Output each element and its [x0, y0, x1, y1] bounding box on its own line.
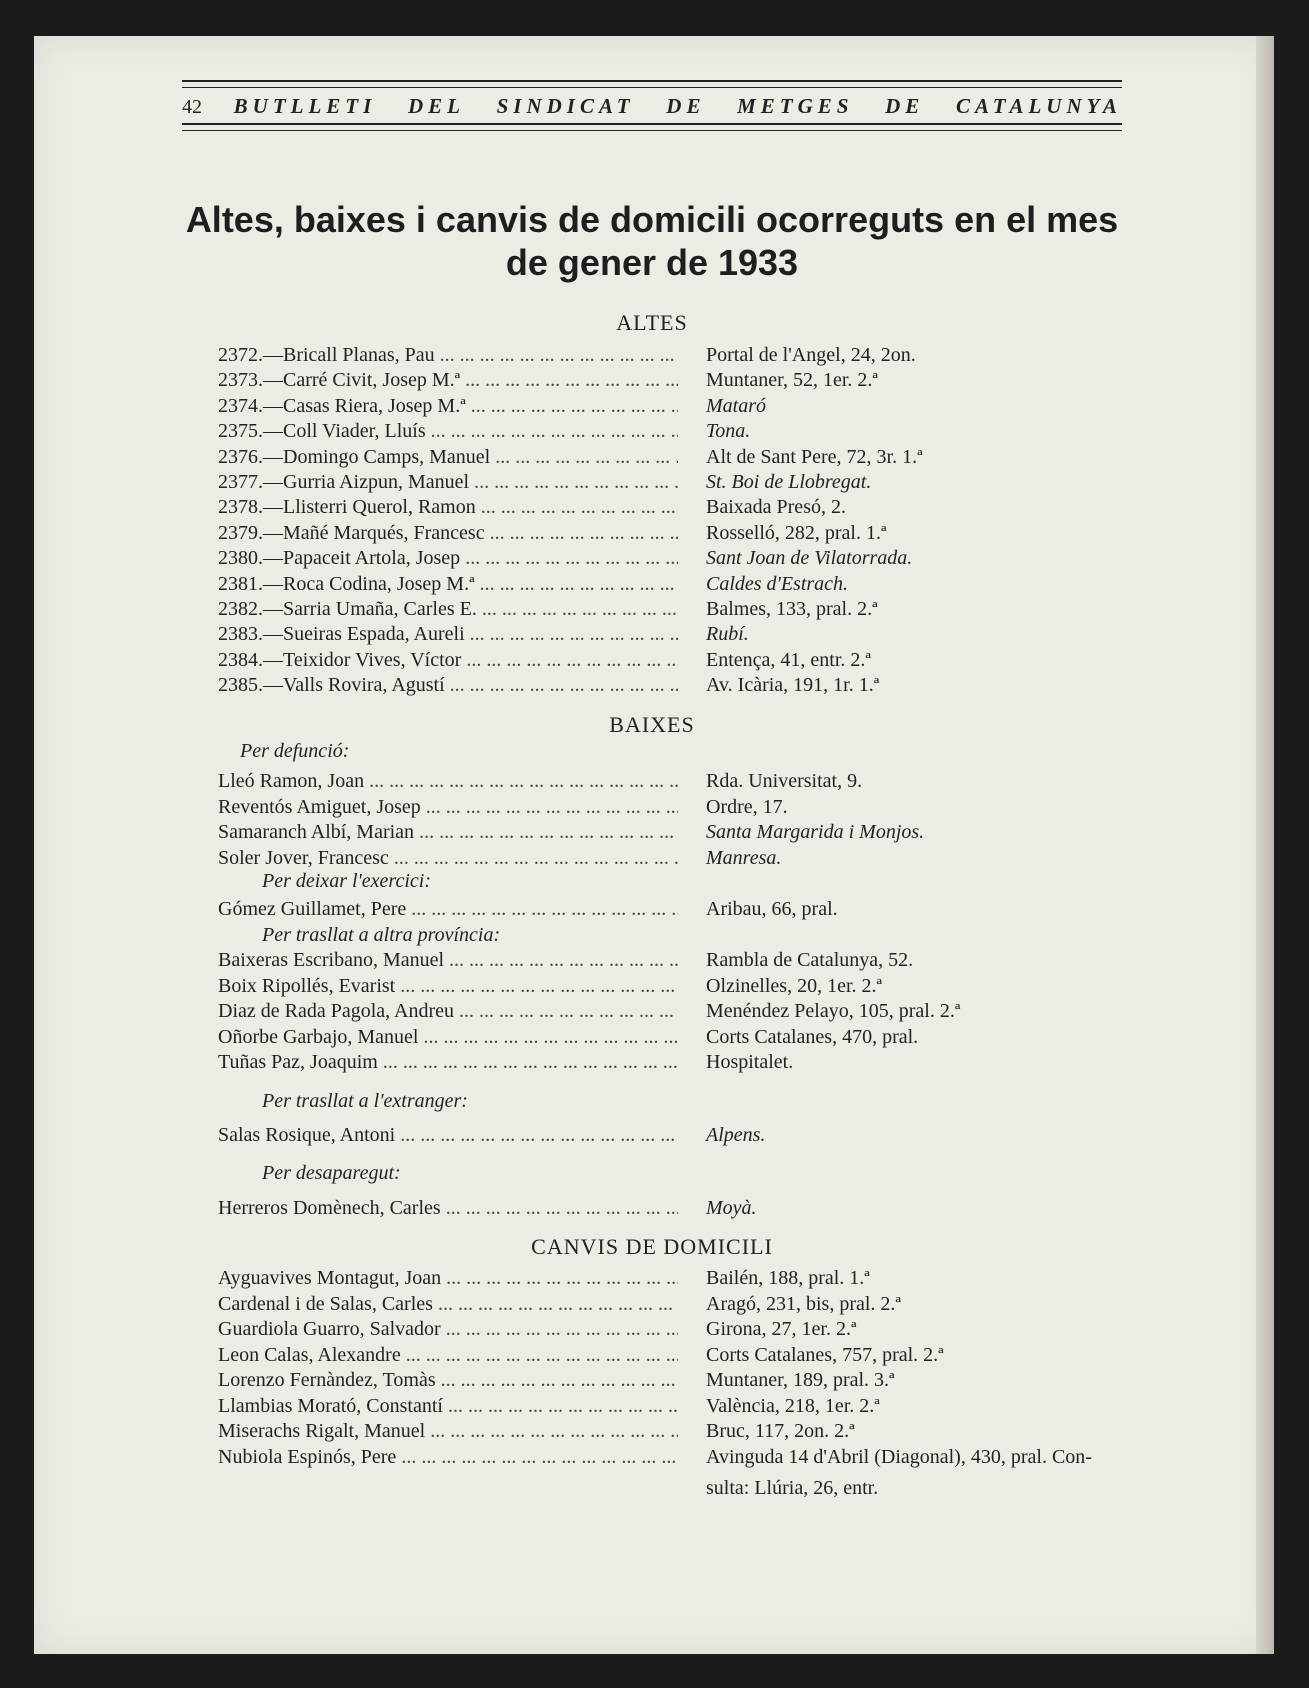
page-number: 42 [182, 96, 202, 118]
entry-name: Nubiola Espinós, Pere ... . [218, 1444, 678, 1470]
list-item [218, 469, 1198, 495]
entry-address: Mataró [706, 394, 766, 417]
journal-word: BUTLLETI [233, 94, 377, 118]
list-item [218, 647, 1198, 673]
entry-address: Rda. Universitat, 9. [706, 770, 863, 792]
list-item [218, 896, 1198, 922]
entry-name: Herreros Domènech, Carles ... . [218, 1195, 678, 1221]
list-item [218, 1367, 1198, 1393]
entry-address: Aragó, 231, bis, pral. 2.ª [706, 1292, 901, 1315]
entry-address: Olzinelles, 20, 1er. 2.ª [706, 974, 883, 997]
journal-word: METGES [737, 94, 854, 118]
entry-name: Tuñas Paz, Joaquim ... . [218, 1049, 678, 1075]
list-item [218, 1024, 1198, 1050]
entry-name: Miserachs Rigalt, Manuel ... . [218, 1418, 678, 1444]
header-rule-bottom [182, 123, 1122, 131]
entry-name: Lorenzo Fernàndez, Tomàs ... . [218, 1367, 678, 1393]
entry-address: Sant Joan de Vilatorrada. [706, 547, 913, 570]
entry-address: Corts Catalanes, 470, pral. [706, 1025, 919, 1048]
entry-address: Rosselló, 282, pral. 1.ª [706, 521, 887, 544]
entry-name: Lleó Ramon, Joan ... . [218, 768, 678, 794]
entry-name: 2384.—Teixidor Vives, Víctor ... . [218, 647, 678, 673]
title-line-2: de gener de 1933 [505, 242, 799, 283]
list-item [218, 1418, 1198, 1444]
entry-name: 2375.—Coll Viader, Lluís ... . [218, 418, 678, 444]
entry-name: 2378.—Llisterri Querol, Ramon ... . [218, 494, 678, 520]
address-continuation: sulta: Llúria, 26, entr. [706, 1477, 879, 1499]
list-item [218, 444, 1198, 470]
entry-address: Alpens. [706, 1124, 766, 1146]
entry-address: Menéndez Pelayo, 105, pral. 2.ª [706, 1000, 961, 1022]
page-fold-shadow [1256, 36, 1274, 1654]
entry-address: Portal de l'Angel, 24, 2on. [706, 344, 916, 366]
entry-address: Bailén, 188, pral. 1.ª [706, 1267, 870, 1289]
entry-address: Baixada Presó, 2. [706, 496, 846, 519]
entry-address: Aribau, 66, pral. [706, 898, 838, 920]
entry-address: Bruc, 117, 2on. 2.ª [706, 1420, 855, 1442]
entry-address: Entença, 41, entr. 2.ª [706, 648, 871, 671]
list-item [218, 1195, 1198, 1221]
entry-address: Tona. [706, 420, 751, 443]
section-altes-heading: ALTES [616, 310, 688, 335]
list-item [218, 1265, 1198, 1291]
journal-header [182, 80, 1122, 131]
entry-name: 2374.—Casas Riera, Josep M.ª ... . [218, 393, 678, 419]
entry-address: Ordre, 17. [706, 795, 788, 818]
section-canvis-heading: CANVIS DE DOMICILI [531, 1234, 773, 1259]
list-item [218, 621, 1198, 647]
entry-name: Llambias Morató, Constantí ... . [218, 1393, 678, 1419]
entry-address: Balmes, 133, pral. 2.ª [706, 598, 878, 620]
list-item [218, 672, 1198, 698]
list-item [218, 494, 1198, 520]
list-item [218, 545, 1198, 571]
entry-name: Cardenal i de Salas, Carles ... . [218, 1291, 678, 1317]
list-item [218, 819, 1198, 845]
entry-name: Oñorbe Garbajo, Manuel ... . [218, 1024, 678, 1050]
list-item [218, 1316, 1198, 1342]
list-item [218, 794, 1198, 820]
entry-name: 2385.—Valls Rovira, Agustí ... . [218, 672, 678, 698]
entry-address: St. Boi de Llobregat. [706, 471, 872, 493]
entry-name: 2381.—Roca Codina, Josep M.ª ... . [218, 571, 678, 597]
entry-address: Girona, 27, 1er. 2.ª [706, 1318, 857, 1340]
entry-address: Alt de Sant Pere, 72, 3r. 1.ª [706, 445, 923, 468]
header-line [182, 88, 1122, 123]
entry-name: 2380.—Papaceit Artola, Josep ... . [218, 545, 678, 571]
subheading-per-deixar: Per deixar l'exercici: [262, 870, 432, 892]
list-item [218, 520, 1198, 546]
list-item [218, 342, 1198, 368]
subheading-per-defuncio: Per defunció: [240, 740, 350, 762]
entry-address: Corts Catalanes, 757, pral. 2.ª [706, 1343, 944, 1366]
entry-name: 2372.—Bricall Planas, Pau ... . [218, 342, 678, 368]
entry-name: 2377.—Gurria Aizpun, Manuel ... . [218, 469, 678, 495]
list-item [218, 367, 1198, 393]
entry-name: 2382.—Sarria Umaña, Carles E. ... . [218, 596, 678, 622]
list-item [218, 1291, 1198, 1317]
journal-word: DE [666, 94, 706, 118]
entry-address: Av. Icària, 191, 1r. 1.ª [706, 674, 880, 697]
subheading-per-desaparegut: Per desaparegut: [262, 1162, 401, 1184]
entry-address: Rambla de Catalunya, 52. [706, 949, 914, 971]
entry-address: Caldes d'Estrach. [706, 572, 849, 595]
entry-address: Moyà. [706, 1197, 757, 1219]
entry-name: Gómez Guillamet, Pere ... . [218, 896, 678, 922]
header-rule-top [182, 80, 1122, 88]
list-item [218, 947, 1198, 973]
journal-word: SINDICAT [496, 94, 635, 118]
entry-address: Avinguda 14 d'Abril (Diagonal), 430, pral. Con- [706, 1445, 1092, 1468]
entry-address: Hospitalet. [706, 1051, 794, 1073]
entry-address: València, 218, 1er. 2.ª [706, 1394, 880, 1417]
section-baixes-heading: BAIXES [609, 712, 695, 737]
entry-name: Ayguavives Montagut, Joan ... . [218, 1265, 678, 1291]
entry-name: Reventós Amiguet, Josep ... . [218, 794, 678, 820]
entry-name: Soler Jover, Francesc ... . [218, 845, 678, 871]
entry-address: Santa Margarida i Monjos. [706, 821, 925, 843]
entry-name: Diaz de Rada Pagola, Andreu ... . [218, 998, 678, 1024]
entry-address: Rubí. [706, 623, 749, 646]
journal-word: CATALUNYA [955, 94, 1122, 118]
journal-word: DEL [407, 94, 465, 118]
list-item [218, 998, 1198, 1024]
subheading-per-trasllat-estranger: Per trasllat a l'extranger: [262, 1090, 468, 1112]
list-item [218, 393, 1198, 419]
entry-address: Muntaner, 189, pral. 3.ª [706, 1369, 895, 1391]
entry-name: Baixeras Escribano, Manuel ... . [218, 947, 678, 973]
entry-name: Leon Calas, Alexandre ... . [218, 1342, 678, 1368]
list-item [218, 768, 1198, 794]
list-item [218, 1122, 1198, 1148]
list-item [218, 1342, 1198, 1368]
entry-name: 2383.—Sueiras Espada, Aureli ... . [218, 621, 678, 647]
list-item [218, 571, 1198, 597]
entry-name: Boix Ripollés, Evarist ... . [218, 973, 678, 999]
subheading-per-trasllat-provincia: Per trasllat a altra província: [262, 924, 501, 946]
entry-address: Muntaner, 52, 1er. 2.ª [706, 369, 878, 392]
entry-name: 2379.—Mañé Marqués, Francesc ... . [218, 520, 678, 546]
list-item [218, 845, 1198, 871]
journal-word: DE [885, 94, 925, 118]
list-item [218, 1049, 1198, 1075]
entry-name: Salas Rosique, Antoni ... . [218, 1122, 678, 1148]
list-item [218, 973, 1198, 999]
list-item [218, 596, 1198, 622]
entry-name: 2376.—Domingo Camps, Manuel ... . [218, 444, 678, 470]
list-item [218, 418, 1198, 444]
list-item [218, 1393, 1198, 1419]
entry-name: Samaranch Albí, Marian ... . [218, 819, 678, 845]
entry-name: Guardiola Guarro, Salvador ... . [218, 1316, 678, 1342]
entry-name: 2373.—Carré Civit, Josep M.ª ... . [218, 367, 678, 393]
title-line-1: Altes, baixes i canvis de domicili ocorreguts en el mes [185, 199, 1119, 240]
entry-address: Manresa. [706, 846, 782, 869]
page-title [182, 198, 1122, 284]
list-item [218, 1444, 1198, 1470]
